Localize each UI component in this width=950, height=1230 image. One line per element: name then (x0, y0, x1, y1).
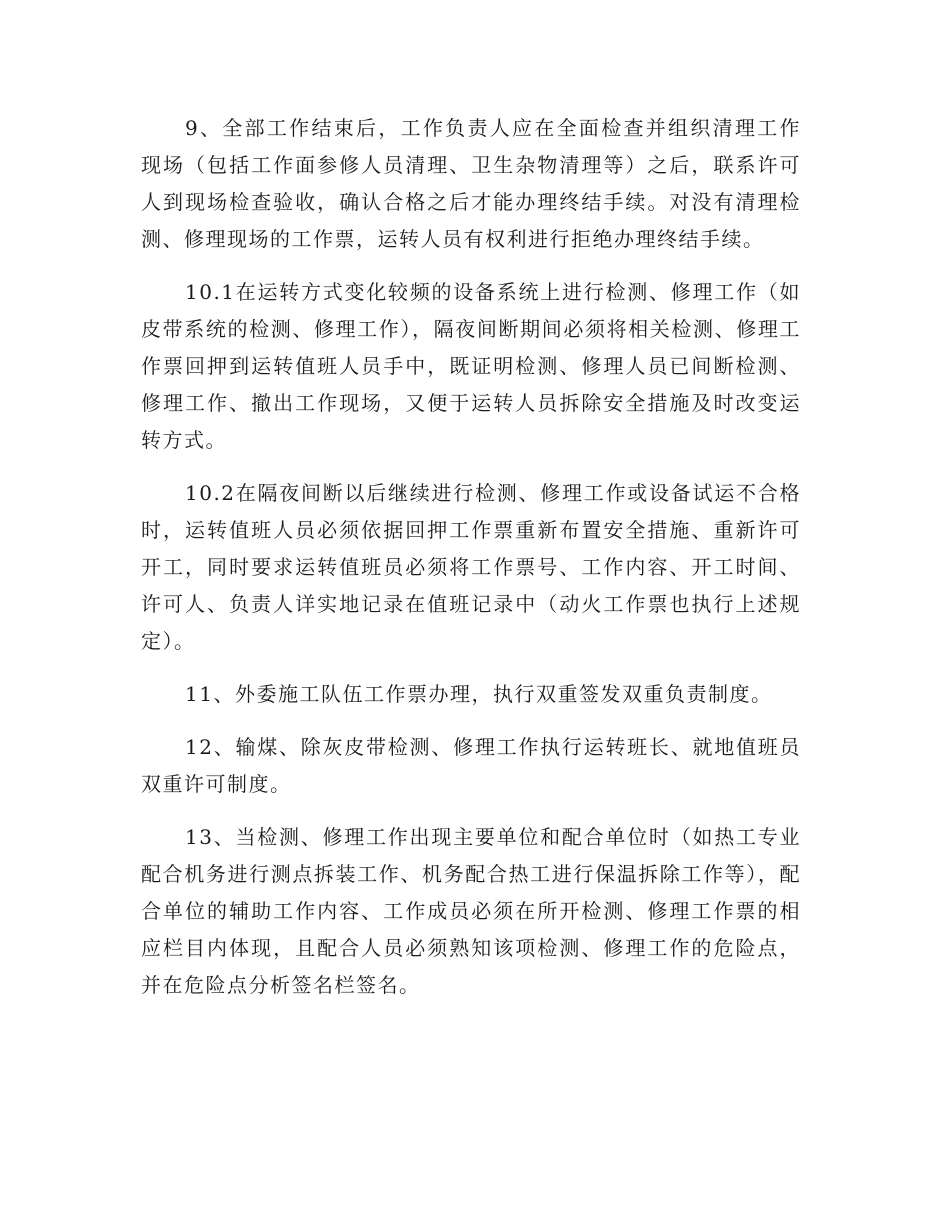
paragraph-13: 13、当检测、修理工作出现主要单位和配合单位时（如热工专业配合机务进行测点拆装工作、机务配合热工进行保温拆除工作等），配合单位的辅助工作内容、工作成员必须在所开检测、修理工作票的相应栏目内体现，且配合人员必须熟知该项检测、修理工作的危险点，并在危险点分析签名栏签名。 (141, 825, 801, 997)
paragraph-10-1: 10.1在运转方式变化较频的设备系统上进行检测、修理工作（如皮带系统的检测、修理工作），隔夜间断期间必须将相关检测、修理工作票回押到运转值班人员手中，既证明检测、修理人员已间断检测、修理工作、撤出工作现场，又便于运转人员拆除安全措施及时改变运转方式。 (141, 280, 801, 452)
document-body (141, 110, 801, 1020)
paragraph-10-2: 10.2在隔夜间断以后继续进行检测、修理工作或设备试运不合格时，运转值班人员必须依据回押工作票重新布置安全措施、重新许可开工，同时要求运转值班员必须将工作票号、工作内容、开工时间、许可人、负责人详实地记录在值班记录中（动火工作票也执行上述规定）。 (141, 481, 801, 653)
paragraph-9: 9、全部工作结束后，工作负责人应在全面检查并组织清理工作现场（包括工作面参修人员清理、卫生杂物清理等）之后，联系许可人到现场检查验收，确认合格之后才能办理终结手续。对没有清理检测、修理现场的工作票，运转人员有权利进行拒绝办理终结手续。 (141, 116, 801, 251)
paragraph-12: 12、输煤、除灰皮带检测、修理工作执行运转班长、就地值班员双重许可制度。 (141, 735, 801, 796)
paragraph-11: 11、外委施工队伍工作票办理，执行双重签发双重负责制度。 (185, 682, 773, 706)
